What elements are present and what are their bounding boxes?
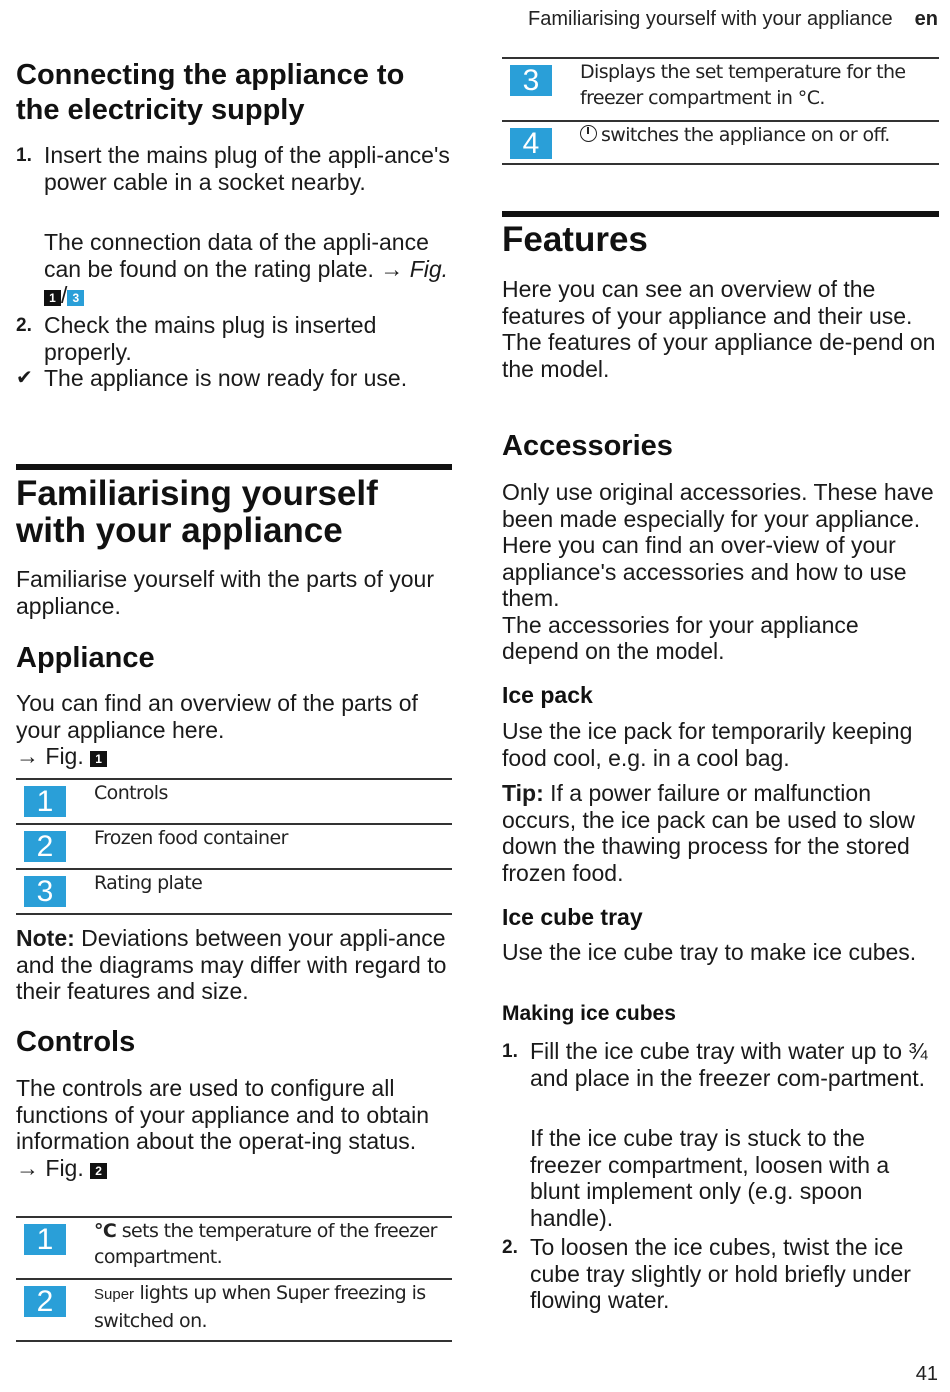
heading-connecting: Connecting the appliance to the electricity supply [16,59,405,126]
control-key-label: Super [94,1286,135,1303]
appliance-legend-table [16,778,452,915]
step-text: Check the mains plug is inserted properly. [44,312,377,365]
figure-reference: Fig. [409,255,449,282]
heading-appliance: Appliance [16,642,155,674]
section-controls [16,1026,452,1058]
legend-number-badge: 2 [24,831,66,862]
tip-text: If a power failure or malfunction occurs, the ice pack can be used to slow down the thawing process for the stored frozen food. [502,780,915,886]
step-note-text: The connection data of the appli-ance can be found on the rating plate. [44,229,429,282]
legend-text: Rating plate [94,869,452,914]
figure-separator: / [61,282,68,308]
legend-number-badge: 4 [510,128,552,159]
section-ice-cube-tray [502,904,939,931]
accessories-text: Only use original accessories. These have been made especially for your appliance. Here you can find an over-view of your appliance's accessories and how to use them. The accessories for your appliance depend on the model. [502,479,934,664]
table-row [16,824,452,869]
controls-text: The controls are used to configure all functions of your appliance and to obtain information about the operat-ing status. → Fig. 2 [16,1075,430,1181]
legend-number-badge: 3 [510,65,552,96]
running-header [528,8,938,31]
controls-legend-table-continued [502,57,939,165]
step-number: 1. [16,145,32,166]
section-making-ice-cubes [502,1001,939,1027]
legend-text: switches the appliance on or off. [601,124,890,146]
step-1 [502,1038,939,1091]
figure-number-badge: 1 [90,751,107,767]
step-number: 2. [502,1237,518,1258]
section-appliance [16,642,452,674]
tip-label: Tip: [502,780,544,806]
controls-legend-table [16,1216,452,1342]
heading-ice-pack: Ice pack [502,682,593,708]
heading-making-ice-cubes: Making ice cubes [502,1002,676,1025]
section-features [502,221,939,258]
legend-text: Displays the set temperature for the freezer compartment in °C. [580,58,939,121]
figure-number-badge: 3 [67,290,84,306]
legend-text: sets the temperature of the freezer compartment. [94,1220,437,1268]
section-ice-pack [502,682,939,709]
step-2 [502,1234,939,1314]
step-1-note [16,229,452,309]
legend-number-badge: 1 [24,1224,66,1255]
control-key-label: °C [94,1220,117,1242]
step-text: To loosen the ice cubes, twist the ice cube tray slightly or hold briefly under flowing water. [530,1234,911,1313]
heading-controls: Controls [16,1026,136,1058]
step-1-note [502,1125,939,1231]
check-icon: ✔ [16,367,33,389]
figure-reference: → Fig. [16,743,84,769]
ice-cube-tray-text: Use the ice cube tray to make ice cubes. [502,939,917,965]
chapter-heading: Features [502,220,648,259]
chapter-heading: Familiarising yourself with your appliance [16,474,378,550]
result-text: The appliance is now ready for use. [44,365,408,391]
step-number: 1. [502,1041,518,1062]
table-row [502,58,939,121]
legend-text: Frozen food container [94,824,452,869]
table-row [16,869,452,914]
legend-number-badge: 2 [24,1286,66,1317]
heading-accessories: Accessories [502,430,673,462]
step-number: 2. [16,315,32,336]
note-text: Deviations between your appli-ance and the diagrams may differ with regard to their features and size. [16,925,447,1004]
step-result [16,365,452,392]
legend-number-badge: 1 [24,786,66,817]
header-title: Familiarising yourself with your appliance [528,8,893,30]
section-connecting [16,58,452,128]
note-label: Note: [16,925,75,951]
features-text: Here you can see an overview of the features of your appliance and their use. The features of your appliance de-pend on the model. [502,276,936,382]
chapter-rule [16,464,452,470]
legend-text: lights up when Super freezing is switched on. [94,1282,426,1332]
language-code: en [914,8,938,30]
section-accessories [502,430,939,462]
step-text: Fill the ice cube tray with water up to ¾ and place in the freezer com-partment. [530,1038,928,1091]
step-1 [16,142,452,195]
table-row [16,779,452,824]
figure-reference: → Fig. [16,1154,84,1181]
familiarising-intro: Familiarise yourself with the parts of your appliance. [16,566,434,619]
legend-text: Controls [94,779,452,824]
arrow-icon: → [380,255,404,282]
step-note-text: If the ice cube tray is stuck to the freezer compartment, loosen with a blunt implement only (e.g. spoon handle). [530,1125,890,1231]
legend-number-badge: 3 [24,876,66,907]
ice-pack-text: Use the ice pack for temporarily keeping food cool, e.g. in a cool bag. [502,718,913,771]
figure-number-badge: 1 [44,290,61,306]
table-row [16,1279,452,1341]
power-icon [580,125,597,142]
note-block [16,925,452,1005]
heading-ice-cube-tray: Ice cube tray [502,904,643,930]
page-number: 41 [915,1363,938,1385]
section-familiarising [16,475,452,549]
step-2 [16,312,452,365]
figure-number-badge: 2 [90,1163,107,1179]
tip-block [502,780,939,886]
table-row [502,121,939,164]
chapter-rule [502,211,939,217]
step-text: Insert the mains plug of the appli-ance's power cable in a socket nearby. [44,142,450,195]
appliance-text: You can find an overview of the parts of your appliance here. → Fig. 1 [16,690,418,769]
table-row [16,1217,452,1279]
